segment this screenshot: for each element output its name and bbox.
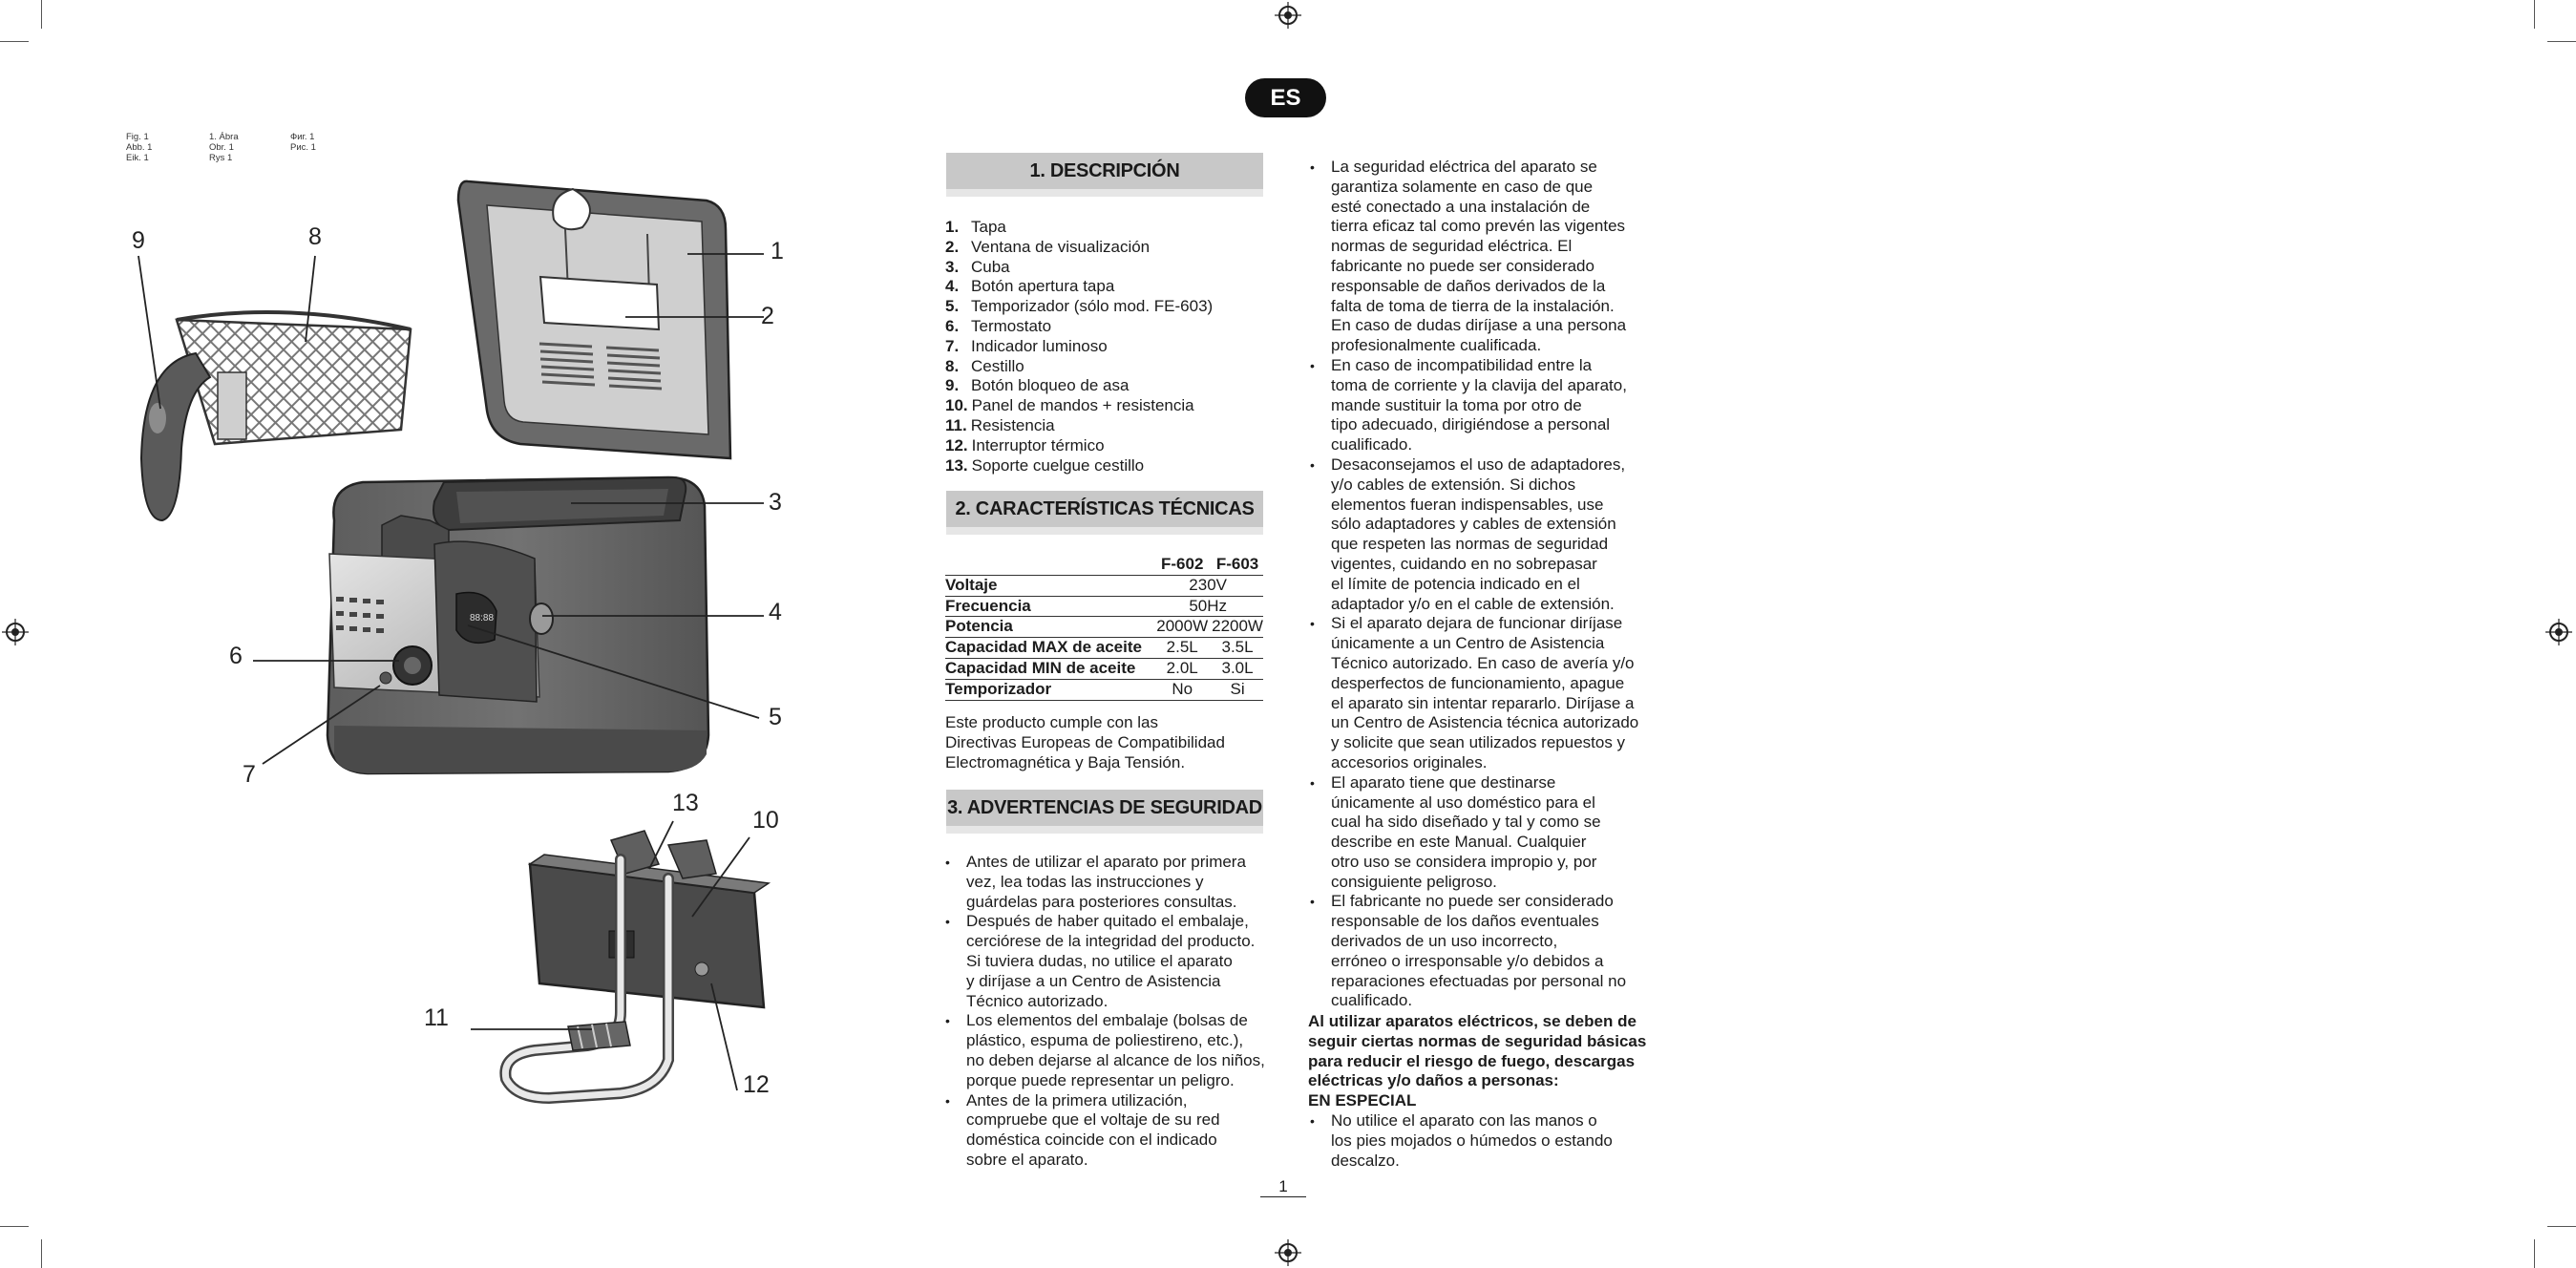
- lid: [458, 181, 730, 458]
- safety-list-left: [943, 853, 1273, 1171]
- figure-label-col1: [126, 132, 152, 163]
- callout-9: 9: [132, 227, 145, 254]
- compliance-note: [945, 713, 1270, 772]
- crop-mark: [0, 1226, 29, 1227]
- spec-label: Capacidad MIN de aceite: [945, 658, 1152, 679]
- callout-3: 3: [769, 489, 782, 516]
- table-row: [945, 596, 1263, 617]
- spec-value: Si: [1212, 679, 1263, 700]
- crop-mark: [0, 41, 29, 42]
- table-row: [945, 679, 1263, 700]
- callout-1: 1: [771, 238, 784, 264]
- list-item: 4. Botón apertura tapa: [945, 277, 1115, 296]
- list-item: • Después de haber quitado el embalaje, cerciórese de la integridad del producto. Si tuviera dudas, no utilice el aparato y diríjase a un Centro de Asistencia Técnico autorizado.: [943, 912, 1273, 1011]
- list-item: 1. Tapa: [945, 218, 1006, 236]
- list-item: • Desaconsejamos el uso de adaptadores, y/o cables de extensión. Si dichos elementos fueran indispensables, use sólo adaptadores y cables de extensión que respeten las normas de seguridad vigentes, cuidando en no sobrepasar el límite de potencia indicado en el adaptador y/o en el cable de extensión.: [1308, 455, 1642, 614]
- compliance-line: Electromagnética y Baja Tensión.: [945, 752, 1186, 771]
- figure-label: Fig. 1: [126, 132, 149, 142]
- figure-label: 1. Ábra: [209, 132, 239, 142]
- figure-label: Obr. 1: [209, 142, 234, 153]
- table-row: [945, 575, 1263, 596]
- figure-label: Abb. 1: [126, 142, 153, 153]
- list-item: 10. Panel de mandos + resistencia: [945, 396, 1194, 415]
- registration-mark-right: [2545, 619, 2572, 645]
- figure-label-col2: [209, 132, 239, 163]
- callout-13: 13: [672, 790, 699, 816]
- model-a-header: F-602: [1152, 555, 1212, 575]
- callout-6: 6: [229, 643, 243, 669]
- spec-value: 2200W: [1212, 617, 1263, 638]
- svg-text:88:88: 88:88: [470, 613, 495, 623]
- table-row: [945, 638, 1263, 659]
- callout-4: 4: [769, 599, 782, 625]
- compliance-line: Este producto cumple con las: [945, 713, 1159, 731]
- table-row: [945, 658, 1263, 679]
- figure-label: Eik. 1: [126, 153, 149, 163]
- registration-mark-left: [2, 619, 29, 645]
- callout-2: 2: [761, 303, 774, 329]
- figure-label: Rys 1: [209, 153, 233, 163]
- spec-label: Capacidad MAX de aceite: [945, 638, 1152, 659]
- spec-value: 230V: [1152, 575, 1263, 596]
- list-item: 5. Temporizador (sólo mod. FE-603): [945, 297, 1214, 316]
- callout-12: 12: [743, 1071, 770, 1098]
- safety-bold-note: Al utilizar aparatos eléctricos, se deben de seguir ciertas normas de seguridad básicas para reducir el riesgo de fuego, descargas eléctricas y/o daños a personas: EN ESPECIAL: [1308, 1012, 1647, 1110]
- figure-label-col3: [290, 132, 316, 153]
- spec-value: 2000W: [1152, 617, 1212, 638]
- model-b-header: F-603: [1212, 555, 1263, 575]
- list-item: • Los elementos del embalaje (bolsas de plástico, espuma de poliestireno, etc.), no deben dejarse al alcance de los niños, porque puede representar un peligro.: [943, 1011, 1273, 1090]
- list-item: • En caso de incompatibilidad entre la toma de corriente y la clavija del aparato, mande sustituir la toma por otro de tipo adecuado, dirigiéndose a personal cualificado.: [1308, 356, 1642, 455]
- crop-mark: [41, 0, 42, 29]
- callout-8: 8: [308, 223, 322, 250]
- list-item: • Antes de la primera utilización, compruebe que el voltaje de su red doméstica coincide con el indicado sobre el aparato.: [943, 1091, 1273, 1171]
- crop-mark: [41, 1239, 42, 1268]
- spec-value: 3.5L: [1212, 638, 1263, 659]
- specs-table: [945, 555, 1263, 701]
- spec-value: No: [1152, 679, 1212, 700]
- figure-label: Рис. 1: [290, 142, 316, 153]
- list-item: • El fabricante no puede ser considerado responsable de los daños eventuales derivados de un uso incorrecto, erróneo o irresponsable y/o debidos a reparaciones efectuadas por personal no cualificado.: [1308, 892, 1642, 1011]
- list-item: 7. Indicador luminoso: [945, 336, 1108, 355]
- list-item: 13. Soporte cuelgue cestillo: [945, 455, 1145, 475]
- callout-11: 11: [424, 1004, 449, 1031]
- spec-value: 2.0L: [1152, 658, 1212, 679]
- compliance-line: Directivas Europeas de Compatibilidad: [945, 732, 1225, 751]
- page-number: 1: [1278, 1177, 1288, 1195]
- table-row: [945, 555, 1263, 575]
- safety-list-right: [1308, 158, 1642, 1011]
- callout-7: 7: [243, 761, 256, 788]
- crop-mark: [2534, 0, 2535, 29]
- list-item: 3. Cuba: [945, 257, 1010, 276]
- section-title-specs: 2. CARACTERÍSTICAS TÉCNICAS: [946, 491, 1263, 535]
- spec-label: Voltaje: [945, 575, 1152, 596]
- list-item: • La seguridad eléctrica del aparato se garantiza solamente en caso de que esté conectado a una instalación de tierra eficaz tal como prevén las vigentes normas de seguridad eléctrica. El fabricante no puede ser considerado responsable de daños derivados de la falta de toma de tierra de la instalación. En caso de dudas diríjase a una persona profesionalmente cualificada.: [1308, 158, 1642, 356]
- safety-list-final: [1308, 1111, 1642, 1171]
- list-item: • No utilice el aparato con las manos o los pies mojados o húmedos o estando descalzo.: [1308, 1111, 1642, 1171]
- spec-label: Potencia: [945, 617, 1152, 638]
- crop-mark: [2547, 1226, 2576, 1227]
- list-item: 2. Ventana de visualización: [945, 237, 1151, 256]
- language-badge: ES: [1245, 78, 1326, 117]
- registration-mark-top: [1275, 2, 1301, 29]
- fryer-illustration: [115, 172, 897, 1108]
- callout-10: 10: [752, 807, 779, 834]
- figure-label: Фиг. 1: [290, 132, 315, 142]
- section-title-safety: 3. ADVERTENCIAS DE SEGURIDAD: [946, 790, 1263, 834]
- spec-value: 50Hz: [1152, 596, 1263, 617]
- callout-5: 5: [769, 704, 782, 730]
- list-item: 6. Termostato: [945, 316, 1052, 335]
- page-number-rule: [1260, 1196, 1306, 1197]
- section-title-description: 1. DESCRIPCIÓN: [946, 153, 1263, 197]
- list-item: • El aparato tiene que destinarse únicamente al uso doméstico para el cual ha sido diseñado y tal y como se describe en este Manual. Cualquier otro uso se considera impropio y, por consiguiente peligroso.: [1308, 773, 1642, 893]
- spec-label: Temporizador: [945, 679, 1152, 700]
- spec-value: 2.5L: [1152, 638, 1212, 659]
- fryer-body: [327, 477, 708, 773]
- spec-label: Frecuencia: [945, 596, 1152, 617]
- table-row: [945, 617, 1263, 638]
- list-item: • Si el aparato dejara de funcionar diríjase únicamente a un Centro de Asistencia Técnico autorizado. En caso de avería y/o desperfectos de funcionamiento, apague el aparato sin intentar repararlo. Diríjase a un Centro de Asistencia técnica autorizado y solicite que sean utilizados repuestos y accesorios originales.: [1308, 614, 1642, 772]
- crop-mark: [2547, 41, 2576, 42]
- parts-list: [945, 218, 1270, 476]
- list-item: 8. Cestillo: [945, 356, 1024, 375]
- list-item: 12. Interruptor térmico: [945, 435, 1105, 454]
- spec-value: 3.0L: [1212, 658, 1263, 679]
- list-item: 11. Resistencia: [945, 415, 1055, 434]
- list-item: • Antes de utilizar el aparato por primera vez, lea todas las instrucciones y guárdelas para posteriores consultas.: [943, 853, 1273, 912]
- registration-mark-bottom: [1275, 1239, 1301, 1266]
- list-item: 9. Botón bloqueo de asa: [945, 376, 1130, 395]
- crop-mark: [2534, 1239, 2535, 1268]
